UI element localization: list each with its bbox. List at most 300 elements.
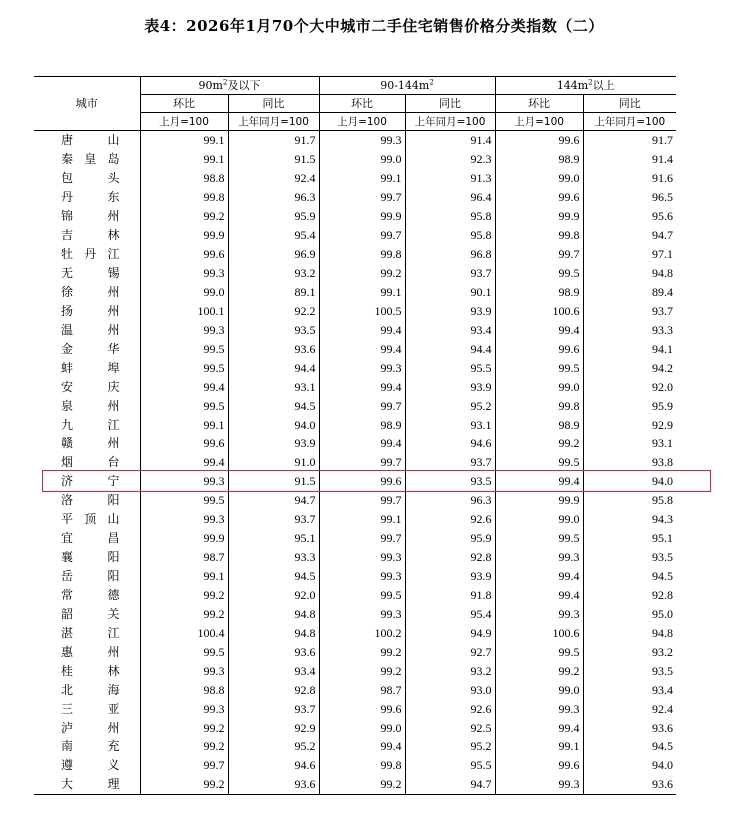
table-row [34,150,676,169]
mom-base-header: 上月=100 [319,113,405,131]
value-cell: 89.4 [652,284,674,299]
value-cell: 99.7 [319,529,405,548]
value-cell: 98.9 [319,415,405,434]
city-cell: 安庆 [34,377,140,396]
value-cell: 92.8 [405,548,495,567]
value-cell: 92.8 [652,587,674,602]
city-cell: 锦州 [34,207,140,226]
city-column-header: 城市 [34,77,140,131]
value-cell: 99.1 [140,415,228,434]
city-cell: 烟台 [34,453,140,472]
table-row [34,775,676,794]
value-cell: 99.1 [140,131,228,150]
table-row [34,358,676,377]
value-cell: 99.2 [140,737,228,756]
table-row [34,320,676,339]
value-cell: 98.9 [495,150,583,169]
value-cell: 93.4 [652,682,674,697]
city-cell: 三亚 [34,699,140,718]
city-cell: 平顶山 [34,510,140,529]
value-cell: 99.4 [319,339,405,358]
value-cell: 94.7 [228,491,319,510]
city-cell: 吉林 [34,226,140,245]
value-cell: 99.7 [319,491,405,510]
value-cell: 99.3 [319,548,405,567]
city-cell: 大理 [34,775,140,794]
table-row [34,737,676,756]
value-cell: 96.4 [405,188,495,207]
value-cell: 92.4 [652,701,674,716]
value-cell: 93.5 [228,320,319,339]
value-cell: 99.9 [495,491,583,510]
value-cell: 96.3 [405,491,495,510]
value-cell: 93.5 [652,550,674,565]
value-cell: 99.6 [140,434,228,453]
value-cell: 99.1 [319,283,405,302]
value-cell: 99.3 [495,604,583,623]
table-row [34,661,676,680]
value-cell: 99.1 [495,737,583,756]
value-cell: 99.5 [140,396,228,415]
mom-header: 环比 [495,95,583,113]
value-cell: 95.8 [405,226,495,245]
value-cell: 95.5 [405,756,495,775]
value-cell: 99.2 [319,661,405,680]
value-cell: 99.3 [319,358,405,377]
value-cell: 99.6 [140,245,228,264]
value-cell: 93.3 [652,322,674,337]
value-cell: 94.6 [405,434,495,453]
value-cell: 91.6 [652,171,674,186]
value-cell: 93.6 [583,775,676,794]
value-cell: 93.7 [405,453,495,472]
table-row [34,472,676,491]
city-cell: 徐州 [34,283,140,302]
city-cell: 济宁 [34,472,140,491]
value-cell: 99.4 [495,320,583,339]
value-cell: 99.9 [140,529,228,548]
table-row [34,699,676,718]
value-cell: 93.4 [228,661,319,680]
value-cell: 91.5 [228,472,319,491]
value-cell: 99.4 [495,567,583,586]
city-cell: 洛阳 [34,491,140,510]
table-body [34,131,676,795]
table-row [34,377,676,396]
city-cell: 赣州 [34,434,140,453]
value-cell: 99.2 [140,718,228,737]
value-cell: 95.4 [405,604,495,623]
table-row [34,207,676,226]
value-cell: 99.1 [319,169,405,188]
value-cell: 99.9 [319,207,405,226]
table-row [34,756,676,775]
city-cell: 九江 [34,415,140,434]
table-row [34,188,676,207]
city-cell: 襄阳 [34,548,140,567]
value-cell: 95.8 [405,207,495,226]
table-row [34,301,676,320]
city-cell: 韶关 [34,604,140,623]
value-cell: 98.7 [140,548,228,567]
value-cell: 93.6 [652,720,674,735]
value-cell: 93.5 [652,663,674,678]
yoy-base-header: 上年同月=100 [583,113,676,131]
value-cell: 92.5 [405,718,495,737]
table-row [34,491,676,510]
value-cell: 91.4 [405,131,495,150]
mom-base-header: 上月=100 [140,113,228,131]
value-cell: 98.7 [319,680,405,699]
mom-header: 环比 [319,95,405,113]
yoy-base-header: 上年同月=100 [405,113,495,131]
value-cell: 99.0 [319,718,405,737]
value-cell: 94.5 [652,569,674,584]
value-cell: 99.3 [495,548,583,567]
value-cell: 95.1 [228,529,319,548]
value-cell: 95.1 [652,531,674,546]
table-row [34,586,676,605]
value-cell: 99.2 [319,775,405,794]
value-cell: 95.2 [405,737,495,756]
value-cell: 95.4 [228,226,319,245]
value-cell: 94.7 [652,228,674,243]
value-cell: 99.4 [319,737,405,756]
value-cell: 99.6 [319,472,405,491]
value-cell: 100.2 [319,623,405,642]
city-cell: 宜昌 [34,529,140,548]
table-row [34,718,676,737]
value-cell: 91.8 [405,586,495,605]
city-cell: 桂林 [34,661,140,680]
value-cell: 94.6 [228,756,319,775]
value-cell: 99.4 [495,472,583,491]
value-cell: 93.9 [228,434,319,453]
value-cell: 94.8 [228,623,319,642]
value-cell: 93.1 [228,377,319,396]
table-row [34,623,676,642]
value-cell: 97.1 [652,247,674,262]
value-cell: 99.6 [495,188,583,207]
value-cell: 99.3 [140,510,228,529]
group-header-small: $90m^2$及以下 [140,77,319,95]
table-row [34,131,676,150]
city-cell: 南充 [34,737,140,756]
value-cell: 99.8 [495,396,583,415]
value-cell: 93.7 [228,699,319,718]
value-cell: 92.0 [652,379,674,394]
value-cell: 99.4 [319,434,405,453]
value-cell: 94.5 [228,396,319,415]
value-cell: 94.8 [228,604,319,623]
value-cell: 91.0 [228,453,319,472]
value-cell: 93.7 [228,510,319,529]
value-cell: 93.0 [405,680,495,699]
value-cell: 93.9 [405,567,495,586]
value-cell: 99.2 [140,604,228,623]
value-cell: 99.0 [319,150,405,169]
value-cell: 99.5 [495,529,583,548]
value-cell: 95.6 [652,209,674,224]
value-cell: 93.6 [228,642,319,661]
value-cell: 94.8 [652,266,674,281]
value-cell: 99.1 [319,510,405,529]
city-cell: 无锡 [34,264,140,283]
value-cell: 91.5 [228,150,319,169]
value-cell: 99.7 [495,245,583,264]
table-row [34,510,676,529]
value-cell: 91.3 [405,169,495,188]
value-cell: 93.1 [652,436,674,451]
value-cell: 99.5 [495,642,583,661]
city-cell: 秦皇岛 [34,150,140,169]
table-row [34,434,676,453]
yoy-header: 同比 [405,95,495,113]
table-row [34,680,676,699]
value-cell: 99.4 [495,586,583,605]
value-cell: 93.2 [228,264,319,283]
value-cell: 91.7 [652,133,674,148]
value-cell: 99.6 [495,339,583,358]
value-cell: 99.2 [140,586,228,605]
value-cell: 99.8 [140,188,228,207]
value-cell: 99.3 [140,264,228,283]
value-cell: 92.8 [228,680,319,699]
value-cell: 99.9 [140,226,228,245]
value-cell: 92.9 [228,718,319,737]
value-cell: 99.7 [319,396,405,415]
city-cell: 湛江 [34,623,140,642]
city-cell: 岳阳 [34,567,140,586]
yoy-base-header: 上年同月=100 [228,113,319,131]
mom-header: 环比 [140,95,228,113]
value-cell: 92.2 [228,301,319,320]
value-cell: 95.9 [652,398,674,413]
value-cell: 99.6 [495,131,583,150]
value-cell: 99.3 [319,131,405,150]
value-cell: 94.7 [405,775,495,794]
value-cell: 94.0 [228,415,319,434]
city-cell: 泉州 [34,396,140,415]
value-cell: 99.0 [495,510,583,529]
value-cell: 93.9 [405,301,495,320]
city-cell: 牡丹江 [34,245,140,264]
value-cell: 99.5 [140,339,228,358]
city-cell: 扬州 [34,301,140,320]
value-cell: 99.7 [319,188,405,207]
city-cell: 惠州 [34,642,140,661]
value-cell: 96.5 [652,190,674,205]
value-cell: 99.3 [140,472,228,491]
value-cell: 94.1 [652,341,674,356]
value-cell: 98.8 [140,169,228,188]
value-cell: 99.5 [140,358,228,377]
value-cell: 93.7 [405,264,495,283]
group-header-medium: $90-144m^2$ [319,77,495,95]
value-cell: 99.5 [495,453,583,472]
value-cell: 99.3 [140,320,228,339]
value-cell: 99.2 [495,661,583,680]
value-cell: 96.3 [228,188,319,207]
value-cell: 95.2 [405,396,495,415]
table-row [34,283,676,302]
value-cell: 99.7 [319,226,405,245]
page-title: 表4：2026年1月70个大中城市二手住宅销售价格分类指数（二） [144,17,604,35]
table-row [34,169,676,188]
value-cell: 99.4 [495,718,583,737]
value-cell: 93.4 [405,320,495,339]
table-row [34,604,676,623]
value-cell: 92.7 [405,642,495,661]
value-cell: 99.2 [140,207,228,226]
value-cell: 95.2 [228,737,319,756]
value-cell: 98.9 [495,415,583,434]
city-cell: 金华 [34,339,140,358]
value-cell: 100.6 [495,301,583,320]
value-cell: 99.0 [495,169,583,188]
value-cell: 94.9 [405,623,495,642]
value-cell: 99.8 [319,245,405,264]
yoy-header: 同比 [228,95,319,113]
value-cell: 95.5 [405,358,495,377]
table-header [34,77,676,131]
value-cell: 95.9 [228,207,319,226]
value-cell: 99.1 [140,567,228,586]
value-cell: 94.2 [652,360,674,375]
value-cell: 99.0 [495,680,583,699]
price-index-table [34,76,676,795]
city-cell: 遵义 [34,756,140,775]
city-cell: 泸州 [34,718,140,737]
value-cell: 94.3 [652,512,674,527]
value-cell: 100.5 [319,301,405,320]
value-cell: 99.1 [140,150,228,169]
city-cell: 温州 [34,320,140,339]
value-cell: 99.4 [319,377,405,396]
value-cell: 90.1 [405,283,495,302]
value-cell: 95.0 [652,606,674,621]
value-cell: 100.1 [140,301,228,320]
table-row [34,339,676,358]
table-row [34,245,676,264]
value-cell: 99.9 [495,207,583,226]
value-cell: 99.4 [140,453,228,472]
value-cell: 99.2 [319,642,405,661]
value-cell: 95.9 [405,529,495,548]
value-cell: 99.7 [140,756,228,775]
mom-base-header: 上月=100 [495,113,583,131]
value-cell: 98.8 [140,680,228,699]
value-cell: 94.4 [405,339,495,358]
value-cell: 98.9 [495,283,583,302]
city-cell: 蚌埠 [34,358,140,377]
value-cell: 92.3 [405,150,495,169]
value-cell: 99.0 [140,283,228,302]
value-cell: 99.5 [495,358,583,377]
value-cell: 99.6 [319,699,405,718]
table-row [34,226,676,245]
value-cell: 92.4 [228,169,319,188]
value-cell: 94.4 [228,358,319,377]
value-cell: 99.3 [495,699,583,718]
city-cell: 唐山 [34,131,140,150]
group-header-large: $144m^2$以上 [495,77,676,95]
value-cell: 99.8 [319,756,405,775]
value-cell: 94.0 [652,758,674,773]
value-cell: 99.2 [495,434,583,453]
table-row [34,415,676,434]
value-cell: 93.8 [652,455,674,470]
value-cell: 93.7 [652,303,674,318]
value-cell: 91.4 [652,152,674,167]
value-cell: 94.8 [652,625,674,640]
yoy-header: 同比 [583,95,676,113]
value-cell: 91.7 [228,131,319,150]
value-cell: 99.5 [495,264,583,283]
table-row [34,453,676,472]
value-cell: 93.9 [405,377,495,396]
city-cell: 常德 [34,586,140,605]
value-cell: 99.3 [140,699,228,718]
value-cell: 99.3 [495,775,583,794]
value-cell: 99.4 [140,377,228,396]
value-cell: 93.2 [405,661,495,680]
value-cell: 99.5 [319,586,405,605]
value-cell: 96.9 [228,245,319,264]
value-cell: 95.8 [652,493,674,508]
value-cell: 100.6 [495,623,583,642]
city-cell: 北海 [34,680,140,699]
value-cell: 99.5 [140,491,228,510]
value-cell: 92.0 [228,586,319,605]
value-cell: 93.1 [405,415,495,434]
value-cell: 93.2 [652,644,674,659]
value-cell: 99.6 [495,756,583,775]
value-cell: 92.6 [405,699,495,718]
value-cell: 92.6 [405,510,495,529]
value-cell: 93.6 [228,339,319,358]
value-cell: 99.2 [319,264,405,283]
city-cell: 包头 [34,169,140,188]
city-cell: 丹东 [34,188,140,207]
value-cell: 100.4 [140,623,228,642]
value-cell: 99.3 [140,661,228,680]
value-cell: 99.5 [140,642,228,661]
table-row [34,529,676,548]
value-cell: 93.6 [228,775,319,794]
table-row [34,567,676,586]
value-cell: 93.5 [405,472,495,491]
value-cell: 99.0 [495,377,583,396]
table-row [34,264,676,283]
table-row [34,548,676,567]
value-cell: 99.3 [319,604,405,623]
value-cell: 94.5 [228,567,319,586]
value-cell: 93.3 [228,548,319,567]
value-cell: 96.8 [405,245,495,264]
value-cell: 99.8 [495,226,583,245]
value-cell: 99.2 [140,775,228,794]
value-cell: 89.1 [228,283,319,302]
table-row [34,642,676,661]
value-cell: 94.0 [652,474,674,489]
value-cell: 99.4 [319,320,405,339]
value-cell: 99.3 [319,567,405,586]
value-cell: 94.5 [652,739,674,754]
value-cell: 99.7 [319,453,405,472]
value-cell: 92.9 [652,417,674,432]
table-row [34,396,676,415]
